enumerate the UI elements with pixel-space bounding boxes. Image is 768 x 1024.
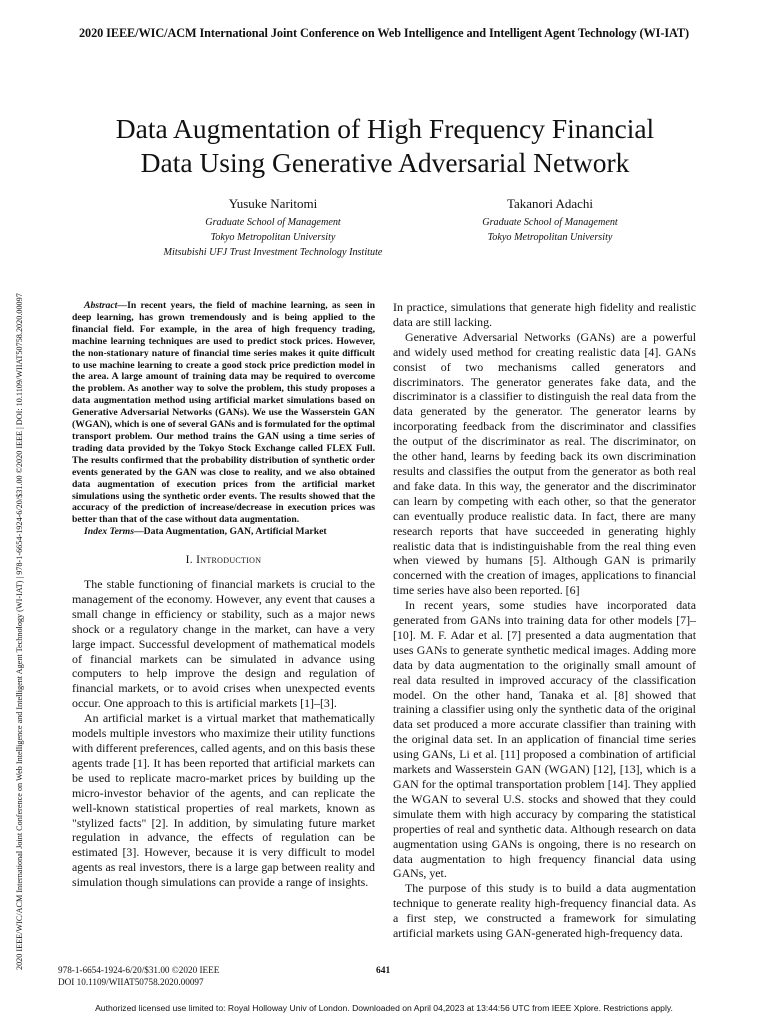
abstract-body: —In recent years, the field of machine learning, as seen in deep learning, has grown tremendously and is being applied to the financial field. For example, in the area of high frequency trading, machine learning techniques are used to predict stock prices. However, the non-stationary nature of financial time series makes it quite difficult to use machine learning to create a good stock price prediction model in the area. A large amount of training data may be required to overcome the problem. As another way to solve the problem, this study proposes a data augmentation method using artificial market simulations based on Generative Adversarial Networks (GANs). We use the Wasserstein GAN (WGAN), which is one of several GANs and is formulated for the optimal transport problem. Our method trains the GAN using a time series of trading data provided by the Tokyo Stock Exchange called FLEX Full. The results confirmed that the probability distribution of synthetic order events generated by the GAN was close to reality, and we also obtained data augmentation of execution prices from the artificial market simulations using the synthetic order events. The results showed that the accuracy of the prediction of increase/decrease in execution prices was better than that of the case without data augmentation. — [72, 300, 375, 526]
conference-header: 2020 IEEE/WIC/ACM International Joint Conference on Web Intelligence and Intelligent Agent Technology (WI-IAT) — [78, 26, 690, 40]
paragraph: An artificial market is a virtual market that mathematically models multiple investors who maximize their utility functions with different preferences, called agents, and on this basis these agents trade [1]. It has been reported that artificial markets can be used to replicate macro-market prices by building up the micro-investor behavior of the agents, and can replicate the well-known statistical properties of real markets, known as "stylized facts" [2]. In addition, by simulating future market regulation in advance, the effects of regulation can be estimated [3]. However, because it is very difficult to model agents as real investors, there is a large gap between reality and simulation though simulations can provide a range of insights. — [72, 711, 375, 890]
paragraph: The stable functioning of financial markets is crucial to the management of the economy. However, any event that causes a small change in efficiency or stability, such as a major news shock or a regulatory change in the market, can have a very large impact. Successful development of mathematical models of financial markets can be simulated in advance using computers to help improve the design and regulation of financial markets, or to avoid crises when unexpected events occur. One approach to this is artificial markets [1]–[3]. — [72, 577, 375, 711]
author-name: Takanori Adachi — [506, 196, 594, 211]
paragraph: The purpose of this study is to build a data augmentation technique to generate reality high-frequency financial data. As a first step, we constructed a framework for simulating artificial markets using GAN-generated high-frequency data. — [393, 881, 696, 941]
title-line-1: Data Augmentation of High Frequency Financial — [115, 113, 655, 144]
author-name: Yusuke Naritomi — [228, 196, 318, 211]
left-column — [72, 300, 375, 890]
abstract-lead: Abstract — [84, 300, 118, 311]
index-terms-lead: Index Terms — [84, 526, 134, 538]
side-note-strip: 2020 IEEE/WIC/ACM International Joint Conference on Web Intelligence and Intelligent Agent Technology (WI-IAT) | 978-1-6654-1924-6/20/$31.00 ©2020 IEEE | DOI: 10.1109/WIIAT50758.2020.00097 — [15, 293, 24, 970]
index-terms-body: —Data Augmentation, GAN, Artificial Market — [133, 526, 327, 538]
author-affiliation: Tokyo Metropolitan University — [210, 232, 336, 243]
paragraph: In recent years, some studies have incorporated data generated from GANs into training data for other models [7]–[10]. M. F. Adar et al. [7] presented a data augmentation that uses GANs to generate synthetic medical images. Adding more data by data augmentation to the originally small amount of real data resulted in improved accuracy of the classification model. On the other hand, Tanaka et al. [8] showed that training a classifier using only the synthetic data of the original data set produced a more accurate classifier than training with the original data set. In an application of financial time series using GANs, Li et al. [11] proposed a combination of artificial markets and Wasserstein GAN (WGAN) [12], [13], which is a GAN for the optimal transportation problem [14]. They applied the WGAN to several U.S. stocks and showed that they could simulate them with high accuracy by comparing the statistical properties of real and synthetic data. Although research on data augmentation using GANs is ongoing, there is no research on data augmentation to high frequency financial data using GANs, yet. — [393, 598, 696, 881]
author-affiliation: Tokyo Metropolitan University — [487, 232, 613, 243]
footer-isbn: 978-1-6654-1924-6/20/$31.00 ©2020 IEEE — [58, 965, 220, 975]
right-column — [393, 300, 696, 941]
index-terms — [72, 526, 375, 538]
author-affiliation: Graduate School of Management — [482, 217, 618, 228]
author-affiliation: Mitsubishi UFJ Trust Investment Technology Institute — [163, 247, 383, 258]
paper-title — [40, 112, 730, 180]
license-note: Authorized licensed use limited to: Royal Holloway Univ of London. Downloaded on April 04,2023 at 13:44:56 UTC from IEEE Xplore. Restrictions apply. — [95, 1003, 673, 1013]
footer-doi: DOI 10.1109/WIIAT50758.2020.00097 — [58, 976, 204, 987]
author-block-2 — [440, 196, 660, 245]
page-number: 641 — [376, 966, 391, 976]
paragraph: Generative Adversarial Networks (GANs) are a powerful and widely used method for creating realistic data [4]. GANs consist of two mechanisms called generators and discriminators. The generator generates fake data, and the discriminator is a classifier to distinguish the real data from the data generated by the generator. The generator learns by incorporating feedback from the discriminator and classifies the output of the discriminator as real. The discriminator, on the other hand, learns by feeding back its own discrimination results and classifies the output from the generator as both real and fake data. In this way, the generator and the discriminator can learn by competing with each other, so that the generator can eventually produce realistic data. In fact, there are many research reports that have succeeded in generating highly realistic data that is indistinguishable from the real thing even when viewed by humans [5]. Although GAN is primarily concerned with the creation of images, applications to financial time series have also been reported. [6] — [393, 329, 696, 598]
section-heading: I. Introduction — [185, 554, 262, 567]
paragraph: In practice, simulations that generate high fidelity and realistic data are still lacking. — [393, 300, 696, 329]
author-affiliation: Graduate School of Management — [205, 217, 341, 228]
abstract — [72, 300, 375, 526]
footer-copyright — [58, 965, 219, 988]
title-line-2: Data Using Generative Adversarial Network — [140, 147, 630, 178]
author-block-1 — [138, 196, 408, 260]
